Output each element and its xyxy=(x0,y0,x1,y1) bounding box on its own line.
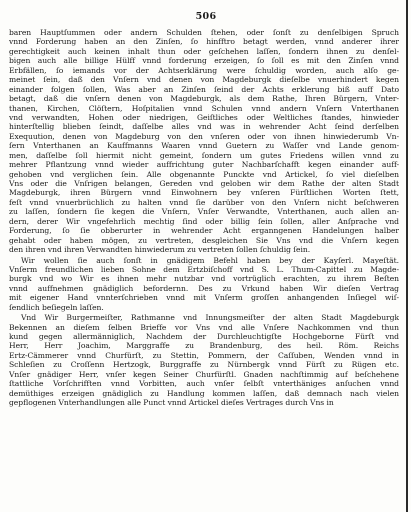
text-line: Forderung, ſo ſie obberurter in wehrender Acht erganngenen Handelungen halber xyxy=(9,226,399,236)
text-line: Herr, Herr Joachim, Marggraffe zu Brandenburg, des heil. Röm. Reichs xyxy=(9,341,399,351)
text-line: thanen, Kirchen, Clöſtern, Hoſpitalien vnnd Schulen vnnd andern Vnſern Vnterthanen xyxy=(9,103,399,113)
text-line: betagt, daß die vnſern denen von Magdeburgk, als dem Rathe, Ihren Bürgern, Vnter- xyxy=(9,94,399,104)
text-line: mehrer Pflantzung vnnd wieder auffrichtung guter Nachbarſchafft kegen einander auff- xyxy=(9,160,399,170)
text-line: burgk vnd wo Wir es ihnen mehr nutzbar vnd vortrüglich erachten, zu ihrem Beſten xyxy=(9,274,399,284)
text-line: gerechtigkeit auch keinen inhalt thun oder geſchehen laſſen, ſondern ihnen zu denſel- xyxy=(9,46,399,56)
paragraph-2 xyxy=(9,256,399,313)
text-line: einander folgen ſollen, Was aber an Zinſen ſeind der Achts erklerung biß auff Dato xyxy=(9,84,399,94)
text-line: ſtattliche Vorſchrifften vnnd Vorbitten, auch vnſer ſelbſt vnterthäniges anſuchen vnnd xyxy=(9,379,399,389)
text-line: feſt vnnd vnuerbrüchlich zu halten vnnd ſie darüber von den Vnſern nicht beſchweren xyxy=(9,197,399,207)
text-line: den ihren vnd ihren Verwandten hinwiederum zu vertreten ſollen ſchuldig ſein. xyxy=(9,245,311,255)
text-line: Vnd Wir Burgermeiſter, Rathmanne vnd Innungsmeiſter der alten Stadt Magdeburgk xyxy=(21,313,399,323)
text-line: meinet ſein, daß den Vnſern vnd denen von Magdeburgk dieſelbe vnuerhindert kegen xyxy=(9,75,399,85)
text-line: bigen auch alle billige Hülff vnnd forderung erzeigen, ſo ſoll es mit den Zinſen vnnd xyxy=(9,56,399,66)
text-line: Vnſerm freundlichen lieben Sohne dem Ertzbiſchoff vnd S. L. Thum-Capittel zu Magde- xyxy=(9,264,399,274)
text-line: dern, derer Wir vngefehrlich mechtig ſind oder billig ſein ſollen, aller Anſprache vnd xyxy=(9,216,399,226)
text-line: gehabt oder haben mögen, zu vertreten, desgleichen Sie Vns vnd die Vnſern kegen xyxy=(9,235,399,245)
text-line: Bekennen an dieſem ſelben Brieffe vor Vns vnd alle Vnſere Nachkommen vnd thun xyxy=(9,322,399,332)
text-line: Ertz-Cämmerer vnnd Churfürſt, zu Stettin, Pommern, der Caſſuben, Wenden vnnd in xyxy=(9,350,399,360)
text-line: mit eigener Hand vnnterſchrieben vnnd mit Vnſerm groſſen anhangenden Inſiegel wiſ- xyxy=(9,293,399,303)
text-line: men, daſſelbe ſoll hiermit nicht gemeint, ſondern um gutes Friedens willen vnnd zu xyxy=(9,150,399,160)
text-line: ſern Vnterthanen an Kauffmanns Waaren vnnd Guetern zu Waſſer vnd Lande genom- xyxy=(9,141,399,151)
text-line: Schleſien zu Croſſenn Hertzogk, Burggraffe zu Nürnbergk vnnd Fürſt zu Rügen etc. xyxy=(9,360,399,370)
text-line: ſendlich beſiegeln laſſen. xyxy=(9,302,104,312)
text-line: Wir wollen ſie auch ſonſt in gnädigem Befehl haben bey der Kayſerl. Mayeſtät. xyxy=(21,255,399,265)
text-line: Exequution, denen von Magdeburg von den vnſeren oder von ihnen hinwiederumb Vn- xyxy=(9,131,399,141)
text-line: vnd verwandten, Hohen oder niedrigen, Geiſtliches oder Weltliches ſtandes, hinwieder xyxy=(9,112,399,122)
text-line: Vns oder die Vnſrigen belangen, Gereden vnd geloben wir dem Rathe der alten Stadt xyxy=(9,179,399,188)
text-line: vnnd Forderung haben an den Zinſen, ſo hinfftro betagt werden, vnnd anderer ihrer xyxy=(9,37,399,47)
text-line: vnnd auffnehmen gnädiglich befordernn. Des zu Vrkund haben Wir dieſen Vertrag xyxy=(9,283,399,293)
text-line: gepflogenen Vnterhandlungen alle Punct vnnd Artickel dieſes Vertrages durch Vns in xyxy=(9,398,334,408)
text-line: kund gegen allermänniglich, Nachdem der Durchleuchtigſte Hochgeborne Fürſt vnd xyxy=(9,332,399,341)
text-line: gehoben vnd verglichen ſein. Alle obgenannte Punckte vnd Artickel, ſo viel dieſelben xyxy=(9,169,399,179)
page-number: 506 xyxy=(195,11,217,22)
body-text xyxy=(9,28,399,408)
paragraph-3 xyxy=(9,313,399,407)
text-line: hinterſtellig blieben ſeindt, daſſelbe alles vnd was in wehrender Acht ſeind derſelben xyxy=(9,122,399,132)
text-line: Magdeburgk, ihren Bürgern vnnd Einwohnern bey vnſeren Fürſtlichen Worten ſtett, xyxy=(9,188,399,198)
paragraph-1 xyxy=(9,28,399,255)
text-line: Erbfällen, ſo iemands vor der Achtserklärung were ſchuldig worden, auch alſo ge- xyxy=(9,65,399,75)
text-line: baren Hauptſummen oder andern Schulden ſtehen, oder ſonſt zu denſelbigen Spruch xyxy=(9,28,399,37)
text-line: Vnſer gnädiger Herr, vnſer kegen Seiner Churfürſtl. Gnaden nachſtimmig auf beſchehene xyxy=(9,369,399,379)
page-edge-rule xyxy=(406,0,408,512)
text-line: zu laſſen, ſondern ſie kegen die Vnſern, Vnſer Verwandte, Vnterthanen, auch allen an- xyxy=(9,207,399,217)
text-line: demüthiges erzeigen gnädiglich zu Handlung kommen laſſen, daß demnach nach vielen xyxy=(9,388,399,398)
